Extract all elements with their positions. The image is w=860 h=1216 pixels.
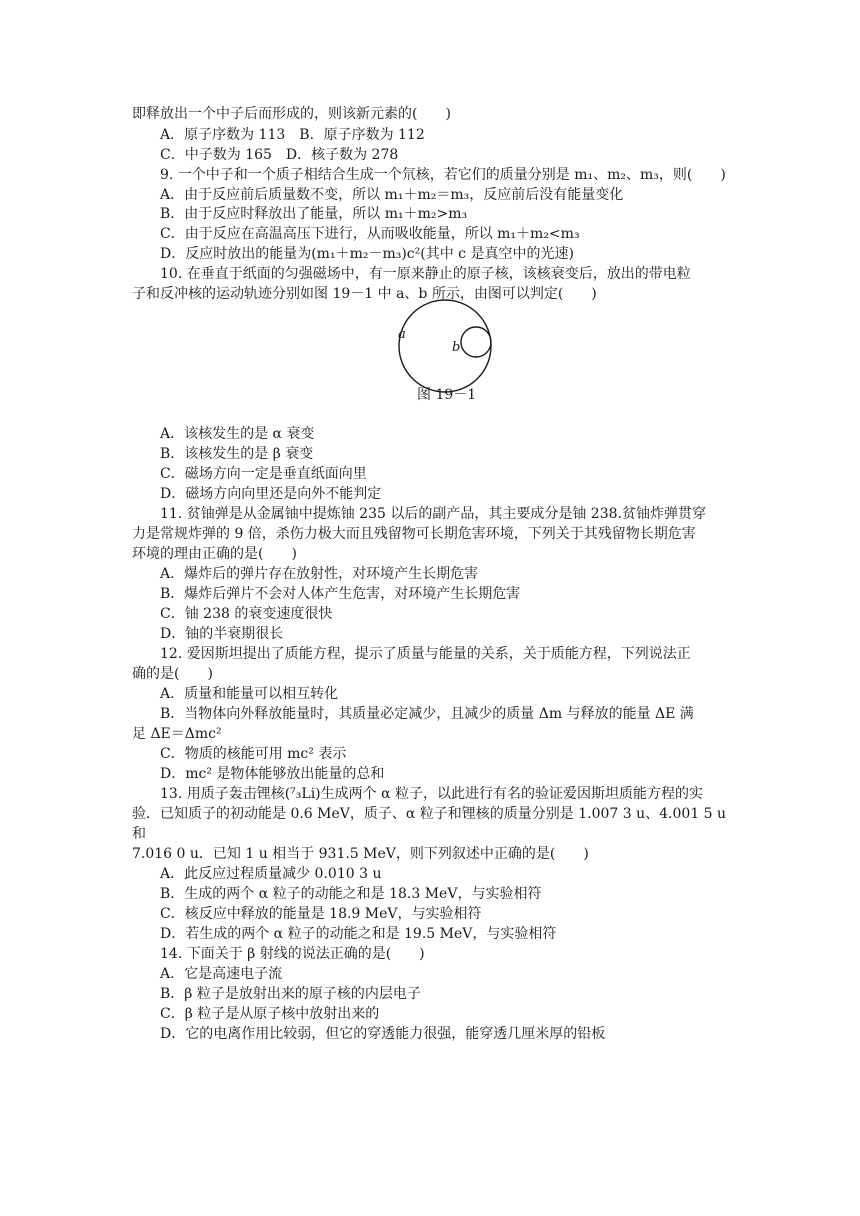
question-line: 10. 在垂直于纸面的匀强磁场中，有一原来静止的原子核，该核衰变后，放出的带电粒 <box>160 266 691 282</box>
figure-label-a: a <box>398 327 406 342</box>
trajectory-circle-b <box>461 327 491 357</box>
answer-option: C．由于反应在高温高压下进行，从而吸收能量，所以 m₁＋m₂<m₃ <box>160 226 580 242</box>
figure-label-b: b <box>452 340 461 355</box>
answer-option: D．反应时放出的能量为(m₁＋m₂－m₃)c²(其中 c 是真空中的光速) <box>160 246 574 262</box>
question-line: 9. 一个中子和一个质子相结合生成一个氘核，若它们的质量分别是 m₁、m₂、m₃，则( ) <box>160 167 726 183</box>
question-line: 子和反冲核的运动轨迹分别如图 19－1 中 a、b 所示，由图可以判定( ) <box>132 286 597 302</box>
question-line: 环境的理由正确的是( ) <box>132 546 297 562</box>
answer-option: A．由于反应前后质量数不变，所以 m₁＋m₂＝m₃，反应前后没有能量变化 <box>160 187 624 203</box>
figure-caption: 图 19－1 <box>417 387 477 403</box>
question-line: 14. 下面关于 β 射线的说法正确的是( ) <box>160 946 425 962</box>
answer-option: A．质量和能量可以相互转化 <box>160 686 339 702</box>
question-line: 13. 用质子轰击锂核(⁷₃Li)生成两个 α 粒子，以此进行有名的验证爱因斯坦质能方程的实 <box>160 786 703 802</box>
figure-19-1 <box>0 0 860 420</box>
answer-option: B．爆炸后弹片不会对人体产生危害，对环境产生长期危害 <box>160 586 521 602</box>
answer-option: C．磁场方向一定是垂直纸面向里 <box>160 466 367 482</box>
answer-option: A．该核发生的是 α 衰变 <box>160 426 315 442</box>
answer-option: C．中子数为 165 D．核子数为 278 <box>160 147 399 163</box>
answer-option: D．mc² 是物体能够放出能量的总和 <box>160 766 385 782</box>
answer-option: C．核反应中释放的能量是 18.9 MeV，与实验相符 <box>160 906 482 922</box>
answer-option: D．若生成的两个 α 粒子的动能之和是 19.5 MeV，与实验相符 <box>160 926 557 942</box>
answer-option: C．物质的核能可用 mc² 表示 <box>160 746 347 762</box>
answer-option: B．由于反应时释放出了能量，所以 m₁＋m₂>m₃ <box>160 206 468 222</box>
answer-option: A．它是高速电子流 <box>160 966 283 982</box>
answer-option: C．β 粒子是从原子核中放射出来的 <box>160 1006 380 1022</box>
answer-option: B．该核发生的是 β 衰变 <box>160 446 314 462</box>
answer-option: B．当物体向外释放能量时，其质量必定减少，且减少的质量 Δm 与释放的能量 ΔE 满 <box>160 706 694 722</box>
answer-option: D．它的电离作用比较弱，但它的穿透能力很强，能穿透几厘米厚的铅板 <box>160 1026 606 1042</box>
answer-option: A．爆炸后的弹片存在放射性，对环境产生长期危害 <box>160 566 479 582</box>
question-line: 11. 贫铀弹是从金属铀中提炼铀 235 以后的副产品，其主要成分是铀 238.贫铀炸弹贯穿 <box>160 506 706 522</box>
answer-option: C．铀 238 的衰变速度很快 <box>160 606 333 622</box>
answer-option: A．原子序数为 113 B．原子序数为 112 <box>160 127 425 143</box>
answer-option: D．铀的半衰期很长 <box>160 626 284 642</box>
question-line: 12. 爱因斯坦提出了质能方程，提示了质量与能量的关系，关于质能方程，下列说法正 <box>160 646 691 662</box>
question-line: 足 ΔE＝Δmc² <box>132 726 222 742</box>
question-line: 和 <box>132 826 146 842</box>
answer-option: D．磁场方向向里还是向外不能判定 <box>160 486 382 502</box>
answer-option: B．生成的两个 α 粒子的动能之和是 18.3 MeV，与实验相符 <box>160 886 542 902</box>
answer-option: A．此反应过程质量减少 0.010 3 u <box>160 866 382 882</box>
question-line: 确的是( ) <box>132 666 213 682</box>
trajectory-circle-a <box>399 300 491 392</box>
answer-option: B．β 粒子是放射出来的原子核的内层电子 <box>160 986 421 1002</box>
question-line: 力是常规炸弹的 9 倍，杀伤力极大而且残留物可长期危害环境，下列关于其残留物长期危害 <box>132 526 696 542</box>
question-line: 即释放出一个中子后而形成的，则该新元素的( ) <box>132 106 451 122</box>
question-line: 验．已知质子的初动能是 0.6 MeV，质子、α 粒子和锂核的质量分别是 1.007 3 u、4.001 5 u <box>132 806 727 822</box>
question-line: 7.016 0 u．已知 1 u 相当于 931.5 MeV，则下列叙述中正确的是( ) <box>132 846 589 862</box>
